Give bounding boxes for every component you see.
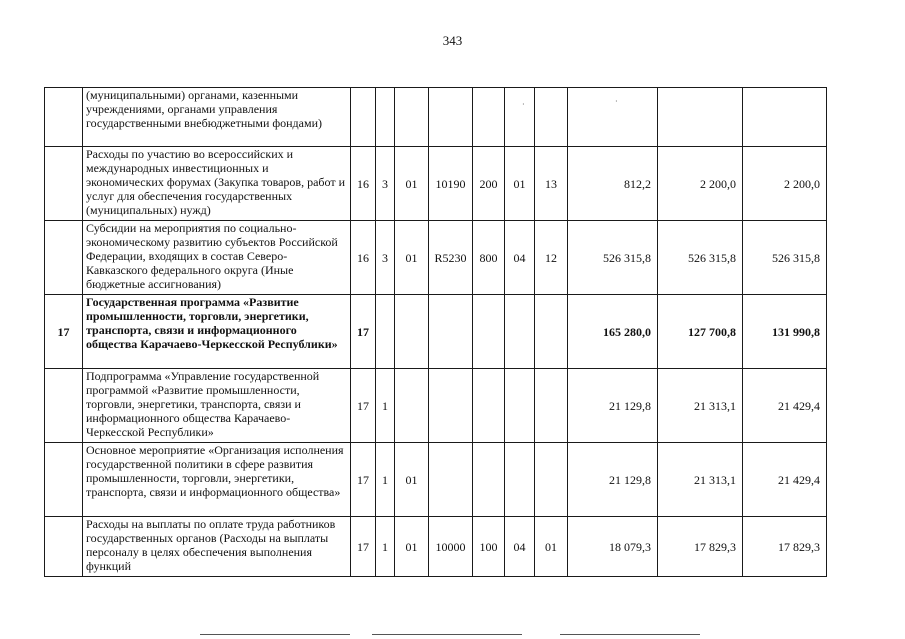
amount-cell: 526 315,8 xyxy=(658,221,743,295)
amount-cell: 21 313,1 xyxy=(658,369,743,443)
code-cell: 10000 xyxy=(429,517,473,577)
code-cell xyxy=(535,88,568,147)
row-number-cell xyxy=(45,221,83,295)
code-cell xyxy=(429,295,473,369)
scan-speck: · xyxy=(615,97,618,106)
table-row xyxy=(45,369,827,443)
amount-cell: 17 829,3 xyxy=(658,517,743,577)
code-cell: 01 xyxy=(395,517,429,577)
table-row xyxy=(45,443,827,517)
code-cell: 17 xyxy=(351,369,376,443)
code-cell xyxy=(395,369,429,443)
row-number-cell xyxy=(45,369,83,443)
amount-cell: 21 129,8 xyxy=(568,369,658,443)
amount-cell xyxy=(568,88,658,147)
code-cell xyxy=(429,443,473,517)
code-cell: 04 xyxy=(505,517,535,577)
code-cell xyxy=(395,295,429,369)
code-cell: 12 xyxy=(535,221,568,295)
code-cell xyxy=(473,369,505,443)
amount-cell: 21 313,1 xyxy=(658,443,743,517)
scan-speck: · xyxy=(522,100,525,109)
amount-cell: 812,2 xyxy=(568,147,658,221)
bottom-rule xyxy=(200,634,350,635)
bottom-rule xyxy=(560,634,700,635)
code-cell: 1 xyxy=(376,369,395,443)
row-number-cell: 17 xyxy=(45,295,83,369)
code-cell: 01 xyxy=(505,147,535,221)
amount-cell: 18 079,3 xyxy=(568,517,658,577)
code-cell: 13 xyxy=(535,147,568,221)
code-cell: 3 xyxy=(376,221,395,295)
code-cell: 01 xyxy=(395,443,429,517)
row-number-cell xyxy=(45,147,83,221)
table-row xyxy=(45,221,827,295)
budget-table xyxy=(44,87,827,577)
code-cell: 200 xyxy=(473,147,505,221)
code-cell xyxy=(473,88,505,147)
table-row xyxy=(45,295,827,369)
name-cell: Субсидии на мероприятия по социально-экономическому развитию субъектов Российской Федерации, входящих в состав Северо-Кавказского федерального округа (Иные бюджетные ассигнования) xyxy=(83,221,351,295)
code-cell: 16 xyxy=(351,147,376,221)
amount-cell xyxy=(658,88,743,147)
name-cell: Подпрограмма «Управление государственной программой «Развитие промышленности, торговли, энергетики, транспорта, связи и информационного общества Карачаево-Черкесской Республики» xyxy=(83,369,351,443)
row-number-cell xyxy=(45,517,83,577)
amount-cell xyxy=(743,88,827,147)
name-cell: Государственная программа «Развитие промышленности, торговли, энергетики, транспорта, связи и информационного общества Карачаево-Черкесской Республики» xyxy=(83,295,351,369)
amount-cell: 21 429,4 xyxy=(743,443,827,517)
row-number-cell xyxy=(45,443,83,517)
name-cell: (муниципальными) органами, казенными учреждениями, органами управления государственными внебюджетными фондами) xyxy=(83,88,351,147)
code-cell: 1 xyxy=(376,517,395,577)
name-cell: Расходы по участию во всероссийских и международных инвестиционных и экономических форумах (Закупка товаров, работ и услуг для обеспечения государственных (муниципальных) нужд) xyxy=(83,147,351,221)
page-number: 343 xyxy=(442,33,463,48)
name-cell: Расходы на выплаты по оплате труда работников государственных органов (Расходы на выплаты персоналу в целях обеспечения выполнения функций xyxy=(83,517,351,577)
code-cell: 01 xyxy=(395,221,429,295)
code-cell: R5230 xyxy=(429,221,473,295)
amount-cell: 127 700,8 xyxy=(658,295,743,369)
table-row xyxy=(45,517,827,577)
table-row xyxy=(45,147,827,221)
code-cell xyxy=(473,443,505,517)
name-cell: Основное мероприятие «Организация исполнения государственной политики в сфере развития промышленности, торговли, энергетики, транспорта, связи и информационного общества» xyxy=(83,443,351,517)
amount-cell: 21 429,4 xyxy=(743,369,827,443)
code-cell: 16 xyxy=(351,221,376,295)
amount-cell: 21 129,8 xyxy=(568,443,658,517)
code-cell xyxy=(505,295,535,369)
code-cell: 10190 xyxy=(429,147,473,221)
code-cell xyxy=(429,369,473,443)
code-cell xyxy=(376,88,395,147)
bottom-rule xyxy=(372,634,522,635)
code-cell: 3 xyxy=(376,147,395,221)
code-cell: 100 xyxy=(473,517,505,577)
table-row xyxy=(45,88,827,147)
code-cell: 01 xyxy=(535,517,568,577)
amount-cell: 2 200,0 xyxy=(658,147,743,221)
code-cell: 04 xyxy=(505,221,535,295)
code-cell xyxy=(395,88,429,147)
amount-cell: 17 829,3 xyxy=(743,517,827,577)
code-cell: 17 xyxy=(351,517,376,577)
amount-cell: 2 200,0 xyxy=(743,147,827,221)
code-cell xyxy=(535,295,568,369)
code-cell: 800 xyxy=(473,221,505,295)
code-cell: 17 xyxy=(351,295,376,369)
code-cell xyxy=(376,295,395,369)
code-cell: 17 xyxy=(351,443,376,517)
code-cell xyxy=(505,88,535,147)
code-cell: 1 xyxy=(376,443,395,517)
code-cell xyxy=(429,88,473,147)
code-cell xyxy=(351,88,376,147)
row-number-cell xyxy=(45,88,83,147)
code-cell xyxy=(473,295,505,369)
amount-cell: 131 990,8 xyxy=(743,295,827,369)
code-cell: 01 xyxy=(395,147,429,221)
amount-cell: 526 315,8 xyxy=(743,221,827,295)
code-cell xyxy=(505,369,535,443)
code-cell xyxy=(505,443,535,517)
amount-cell: 165 280,0 xyxy=(568,295,658,369)
code-cell xyxy=(535,369,568,443)
code-cell xyxy=(535,443,568,517)
amount-cell: 526 315,8 xyxy=(568,221,658,295)
